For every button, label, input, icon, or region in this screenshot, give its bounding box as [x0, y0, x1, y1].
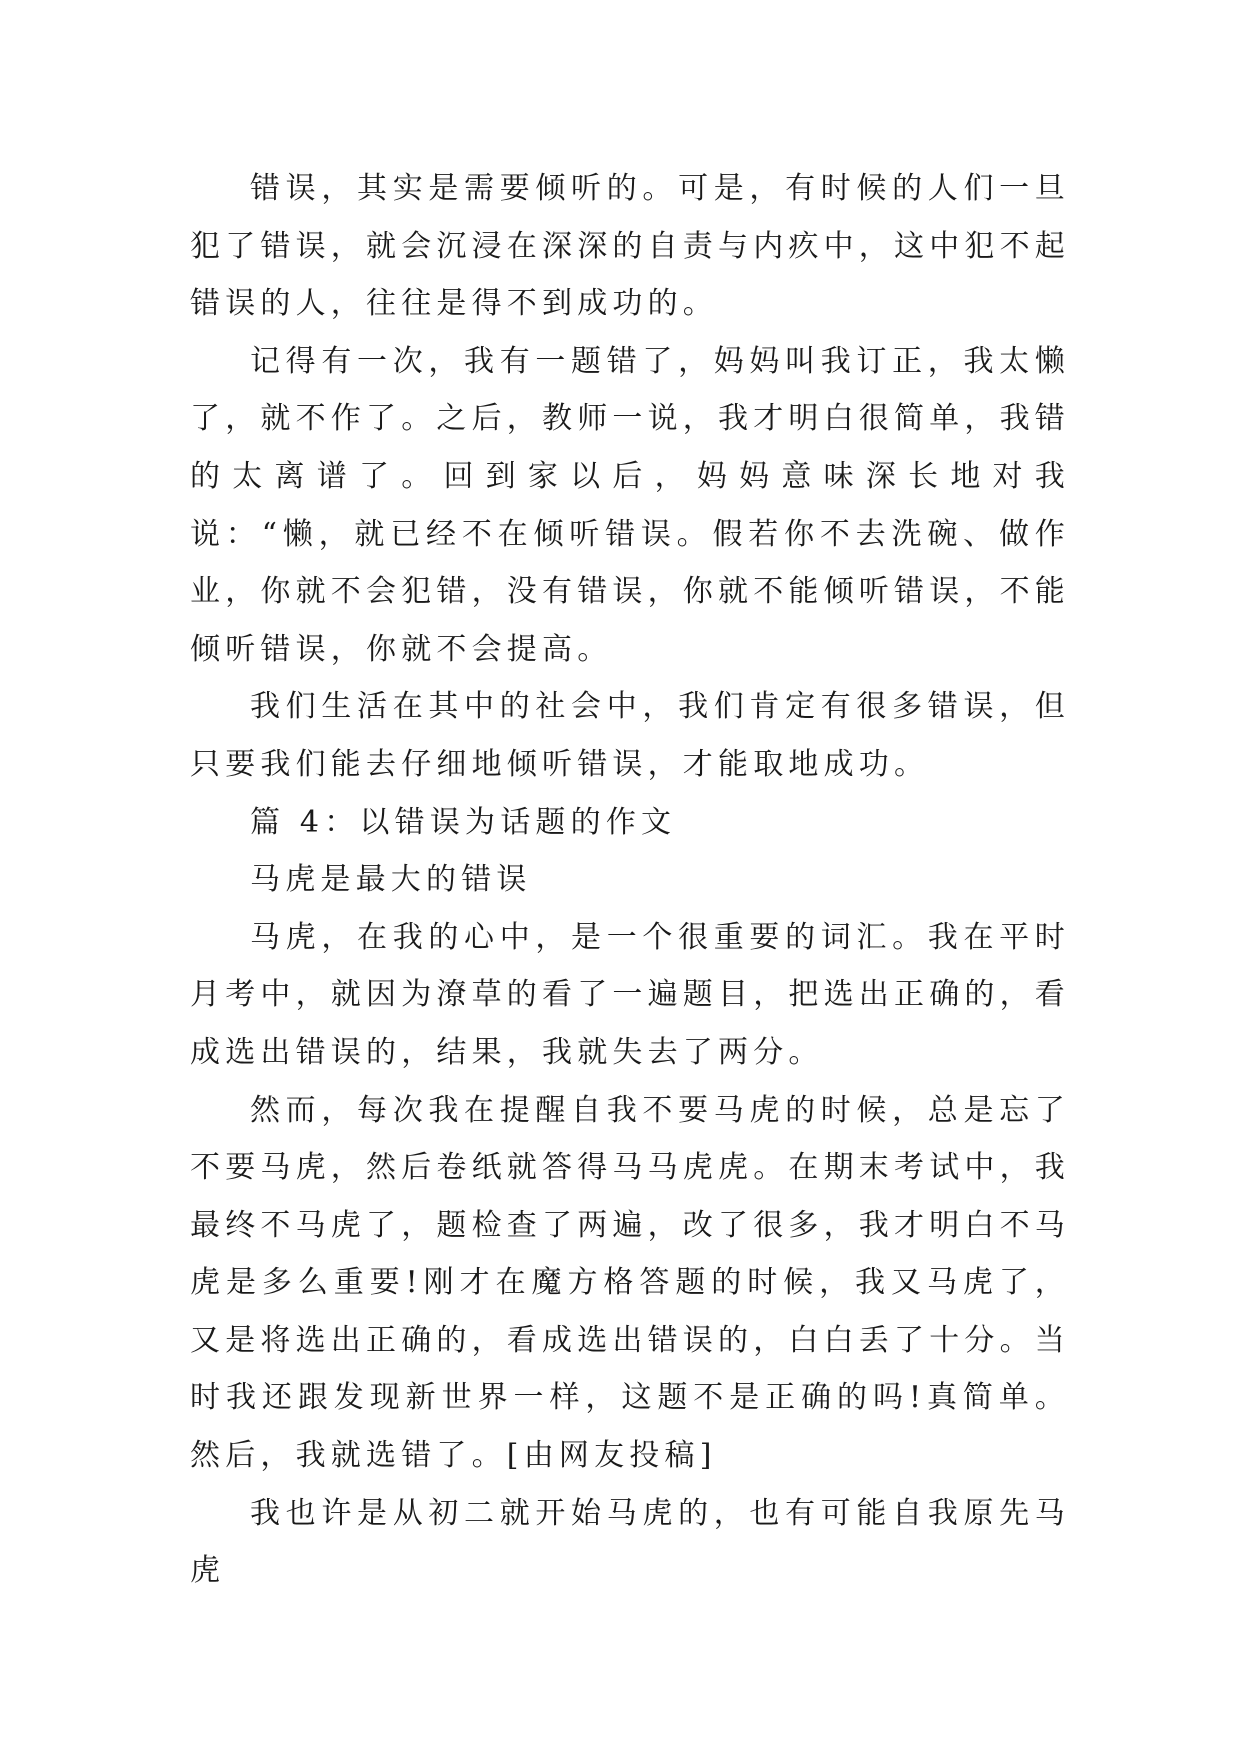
section-heading: 篇 4：以错误为话题的作文 — [250, 804, 677, 840]
paragraph: 我也许是从初二就开始马虎的，也有可能自我原先马虎 — [190, 1495, 1070, 1589]
paragraph: 马虎，在我的心中，是一个很重要的词汇。我在平时月考中，就因为潦草的看了一遍题目，把选出正确的，看成选出错误的，结果，我就失去了两分。 — [190, 919, 1070, 1070]
paragraph: 我们生活在其中的社会中，我们肯定有很多错误，但只要我们能去仔细地倾听错误，才能取地成功。 — [190, 689, 1070, 782]
document-page — [190, 160, 1070, 1600]
paragraph: 记得有一次，我有一题错了，妈妈叫我订正，我太懒了，就不作了。之后，教师一说，我才明白很简单，我错的太离谱了。回到家以后，妈妈意味深长地对我说：“懒，就已经不在倾听错误。假若你不去洗碗、做作业，你就不会犯错，没有错误，你就不能倾听错误，不能倾听错误，你就不会提高。 — [190, 343, 1070, 667]
paragraph: 然而，每次我在提醒自我不要马虎的时候，总是忘了不要马虎，然后卷纸就答得马马虎虎。在期末考试中，我最终不马虎了，题检查了两遍，改了很多，我才明白不马虎是多么重要!刚才在魔方格答题的时候，我又马虎了，又是将选出正确的，看成选出错误的，白白丢了十分。当时我还跟发现新世界一样，这题不是正确的吗!真简单。然后，我就选错了。[由网友投稿] — [190, 1092, 1070, 1474]
essay-title: 马虎是最大的错误 — [250, 862, 532, 898]
paragraph: 错误，其实是需要倾听的。可是，有时候的人们一旦犯了错误，就会沉浸在深深的自责与内疚中，这中犯不起错误的人，往往是得不到成功的。 — [190, 171, 1070, 322]
